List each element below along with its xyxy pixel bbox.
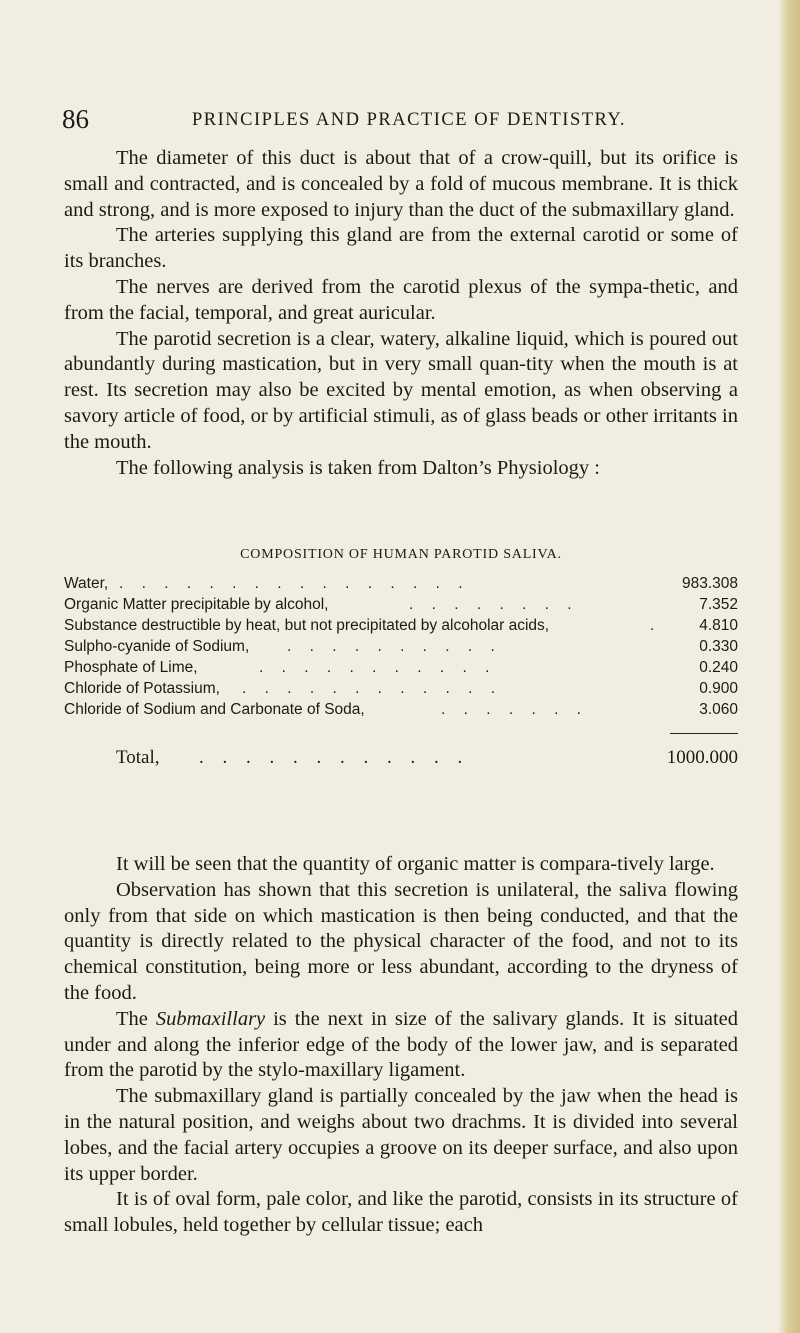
paragraph-nerves: The nerves are derived from the carotid plexus of the sympa-thetic, and from the facial, temporal, and great auricular. — [64, 275, 738, 324]
table-row — [64, 615, 738, 636]
running-title: PRINCIPLES AND PRACTICE OF DENTISTRY. — [192, 110, 626, 130]
body-text-before-table — [64, 146, 738, 481]
row-value: 4.810 — [699, 617, 738, 634]
row-label: Phosphate of Lime, — [64, 659, 198, 676]
page-number: 86 — [62, 104, 89, 134]
row-value: 3.060 — [699, 701, 738, 718]
prefix-text: The — [116, 1007, 156, 1030]
table-row — [64, 699, 738, 720]
leader-dots: . — [650, 617, 662, 634]
italic-term: Submaxillary — [155, 1007, 266, 1030]
paragraph-duct: The diameter of this duct is about that of a crow-quill, but its orifice is small and contracted, and is concealed by a fold of mucous membrane. It is thick and strong, and is more exposed to injury than the duct of the submaxillary gland. — [64, 147, 738, 221]
total-value: 1000.000 — [666, 747, 738, 768]
table-row — [64, 594, 738, 615]
table-row — [64, 636, 738, 657]
paragraph-submaxillary-position: The submaxillary gland is partially concealed by the jaw when the head is in the natural position, and weighs about two drachms. It is divided into several lobes, and the facial artery occupies a groove on its deeper surface, and also upon its upper border. — [64, 1085, 738, 1185]
paragraph-submaxillary-intro — [64, 1007, 738, 1084]
body-text-after-table — [64, 852, 738, 1239]
row-label: Chloride of Sodium and Carbonate of Soda, — [64, 701, 365, 718]
leader-dots: . . . . . . . . . . . . . . . . — [119, 575, 470, 592]
paragraph-rest: is the next in size of the salivary glands. It is situated under and along the inferior edge of the body of the lower jaw, and is separated from the parotid by the stylo-maxillary ligament. — [64, 1007, 738, 1082]
table-row — [64, 573, 738, 594]
row-value: 0.900 — [699, 680, 738, 697]
row-label: Organic Matter precipitable by alcohol, — [64, 596, 329, 613]
paragraph-arteries: The arteries supplying this gland are from the external carotid or some of its branches. — [64, 224, 738, 273]
leader-dots: . . . . . . . . — [409, 596, 579, 613]
total-row — [64, 746, 738, 770]
row-value: 983.308 — [681, 575, 738, 592]
row-value: 7.352 — [699, 596, 738, 613]
row-value: 0.330 — [699, 638, 738, 655]
paragraph-observation: Observation has shown that this secretion is unilateral, the saliva flowing only from that side on which mastication is then being conducted, and that the quantity is directly related to the physical character of the food, and not to its chemical constitution, being more or less abundant, according to the dryness of the food. — [64, 878, 738, 1004]
row-label: Substance destructible by heat, but not precipitated by alcoholar acids, — [64, 617, 550, 634]
total-label: Total, — [116, 747, 160, 768]
paragraph-organic-matter: It will be seen that the quantity of organic matter is compara-tively large. — [116, 853, 715, 875]
paragraph-secretion: The parotid secretion is a clear, watery, alkaline liquid, which is poured out abundantly during mastication, but in very small quan-tity when the mouth is at rest. Its secretion may also be excited by mental emotion, as when observing a savory article of food, or by artificial stimuli, as of glass beads or other irritants in the mouth. — [64, 327, 738, 453]
row-label: Sulpho-cyanide of Sodium, — [64, 638, 250, 655]
row-label: Chloride of Potassium, — [64, 680, 220, 697]
paragraph-oval-form: It is of oval form, pale color, and like the parotid, consists in its structure of small lobules, held together by cellular tissue; each — [64, 1188, 738, 1237]
row-label: Water, — [64, 575, 109, 592]
table-row — [64, 678, 738, 699]
leader-dots: . . . . . . . . . . — [287, 638, 502, 655]
leader-dots: . . . . . . . . . . . . — [199, 747, 470, 768]
row-value: 0.240 — [699, 659, 738, 676]
paragraph-analysis-intro: The following analysis is taken from Dalton’s Physiology : — [116, 456, 600, 479]
table-title: COMPOSITION OF HUMAN PAROTID SALIVA. — [240, 547, 562, 562]
table-row — [64, 657, 738, 678]
leader-dots: . . . . . . . . . . . — [259, 659, 497, 676]
page-edge-shadow — [778, 0, 800, 1333]
leader-dots: . . . . . . . . . . . . — [242, 680, 503, 697]
leader-dots: . . . . . . . — [441, 701, 588, 718]
page-header — [62, 104, 738, 134]
total-rule — [670, 733, 738, 734]
